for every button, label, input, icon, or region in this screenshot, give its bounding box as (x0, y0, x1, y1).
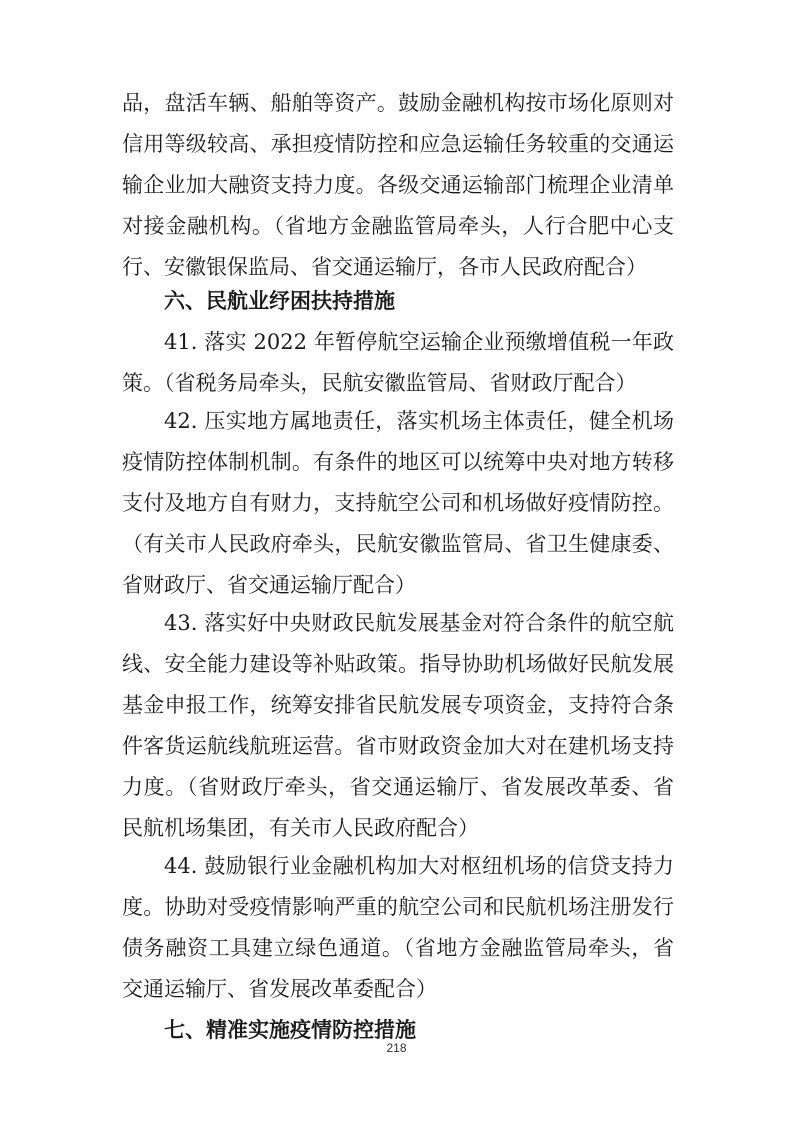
body-line: 线、安全能力建设等补贴政策。指导协助机场做好民航发展 (122, 652, 674, 676)
body-line: 民航机场集团，有关市人民政府配合） (122, 816, 479, 840)
body-line: 力度。（省财政厅牵头，省交通运输厅、省发展改革委、省 (122, 775, 674, 799)
body-line: 输企业加大融资支持力度。各级交通运输部门梳理企业清单 (122, 173, 674, 197)
body-line: 策。（省税务局牵头，民航安徽监管局、省财政厅配合） (122, 371, 637, 395)
body-line: 品，盘活车辆、船舶等资产。鼓励金融机构按市场化原则对 (122, 91, 674, 115)
body-line: 41. 落实 2022 年暂停航空运输企业预缴增值税一年政 (164, 330, 674, 354)
body-line: 件客货运航线航班运营。省市财政资金加大对在建机场支持 (122, 734, 674, 758)
page-number: 218 (386, 1041, 407, 1055)
body-line: 疫情防控体制机制。有条件的地区可以统筹中央对地方转移 (122, 450, 674, 474)
body-line: 对接金融机构。（省地方金融监管局牵头，人行合肥中心支 (122, 214, 674, 238)
body-line: （有关市人民政府牵头，民航安徽监管局、省卫生健康委、 (122, 532, 674, 556)
body-line: 债务融资工具建立绿色通道。（省地方金融监管局牵头，省 (122, 936, 674, 960)
body-line: 行、安徽银保监局、省交通运输厅，各市人民政府配合） (122, 255, 647, 279)
section-heading: 七、精准实施疫情防控措施 (164, 1018, 416, 1042)
body-line: 基金申报工作，统筹安排省民航发展专项资金，支持符合条 (122, 693, 674, 717)
body-line: 度。协助对受疫情影响严重的航空公司和民航机场注册发行 (122, 895, 674, 919)
body-line: 支付及地方自有财力，支持航空公司和机场做好疫情防控。 (122, 491, 674, 515)
body-line: 44. 鼓励银行业金融机构加大对枢纽机场的信贷支持力 (164, 854, 674, 878)
body-line: 43. 落实好中央财政民航发展基金对符合条件的航空航 (164, 611, 674, 635)
body-line: 42. 压实地方属地责任，落实机场主体责任，健全机场 (164, 409, 674, 433)
body-line: 信用等级较高、承担疫情防控和应急运输任务较重的交通运 (122, 132, 674, 156)
body-line: 省财政厅、省交通运输厅配合） (122, 573, 416, 597)
body-line: 交通运输厅、省发展改革委配合） (122, 977, 437, 1001)
section-heading: 六、民航业纾困扶持措施 (164, 289, 395, 313)
